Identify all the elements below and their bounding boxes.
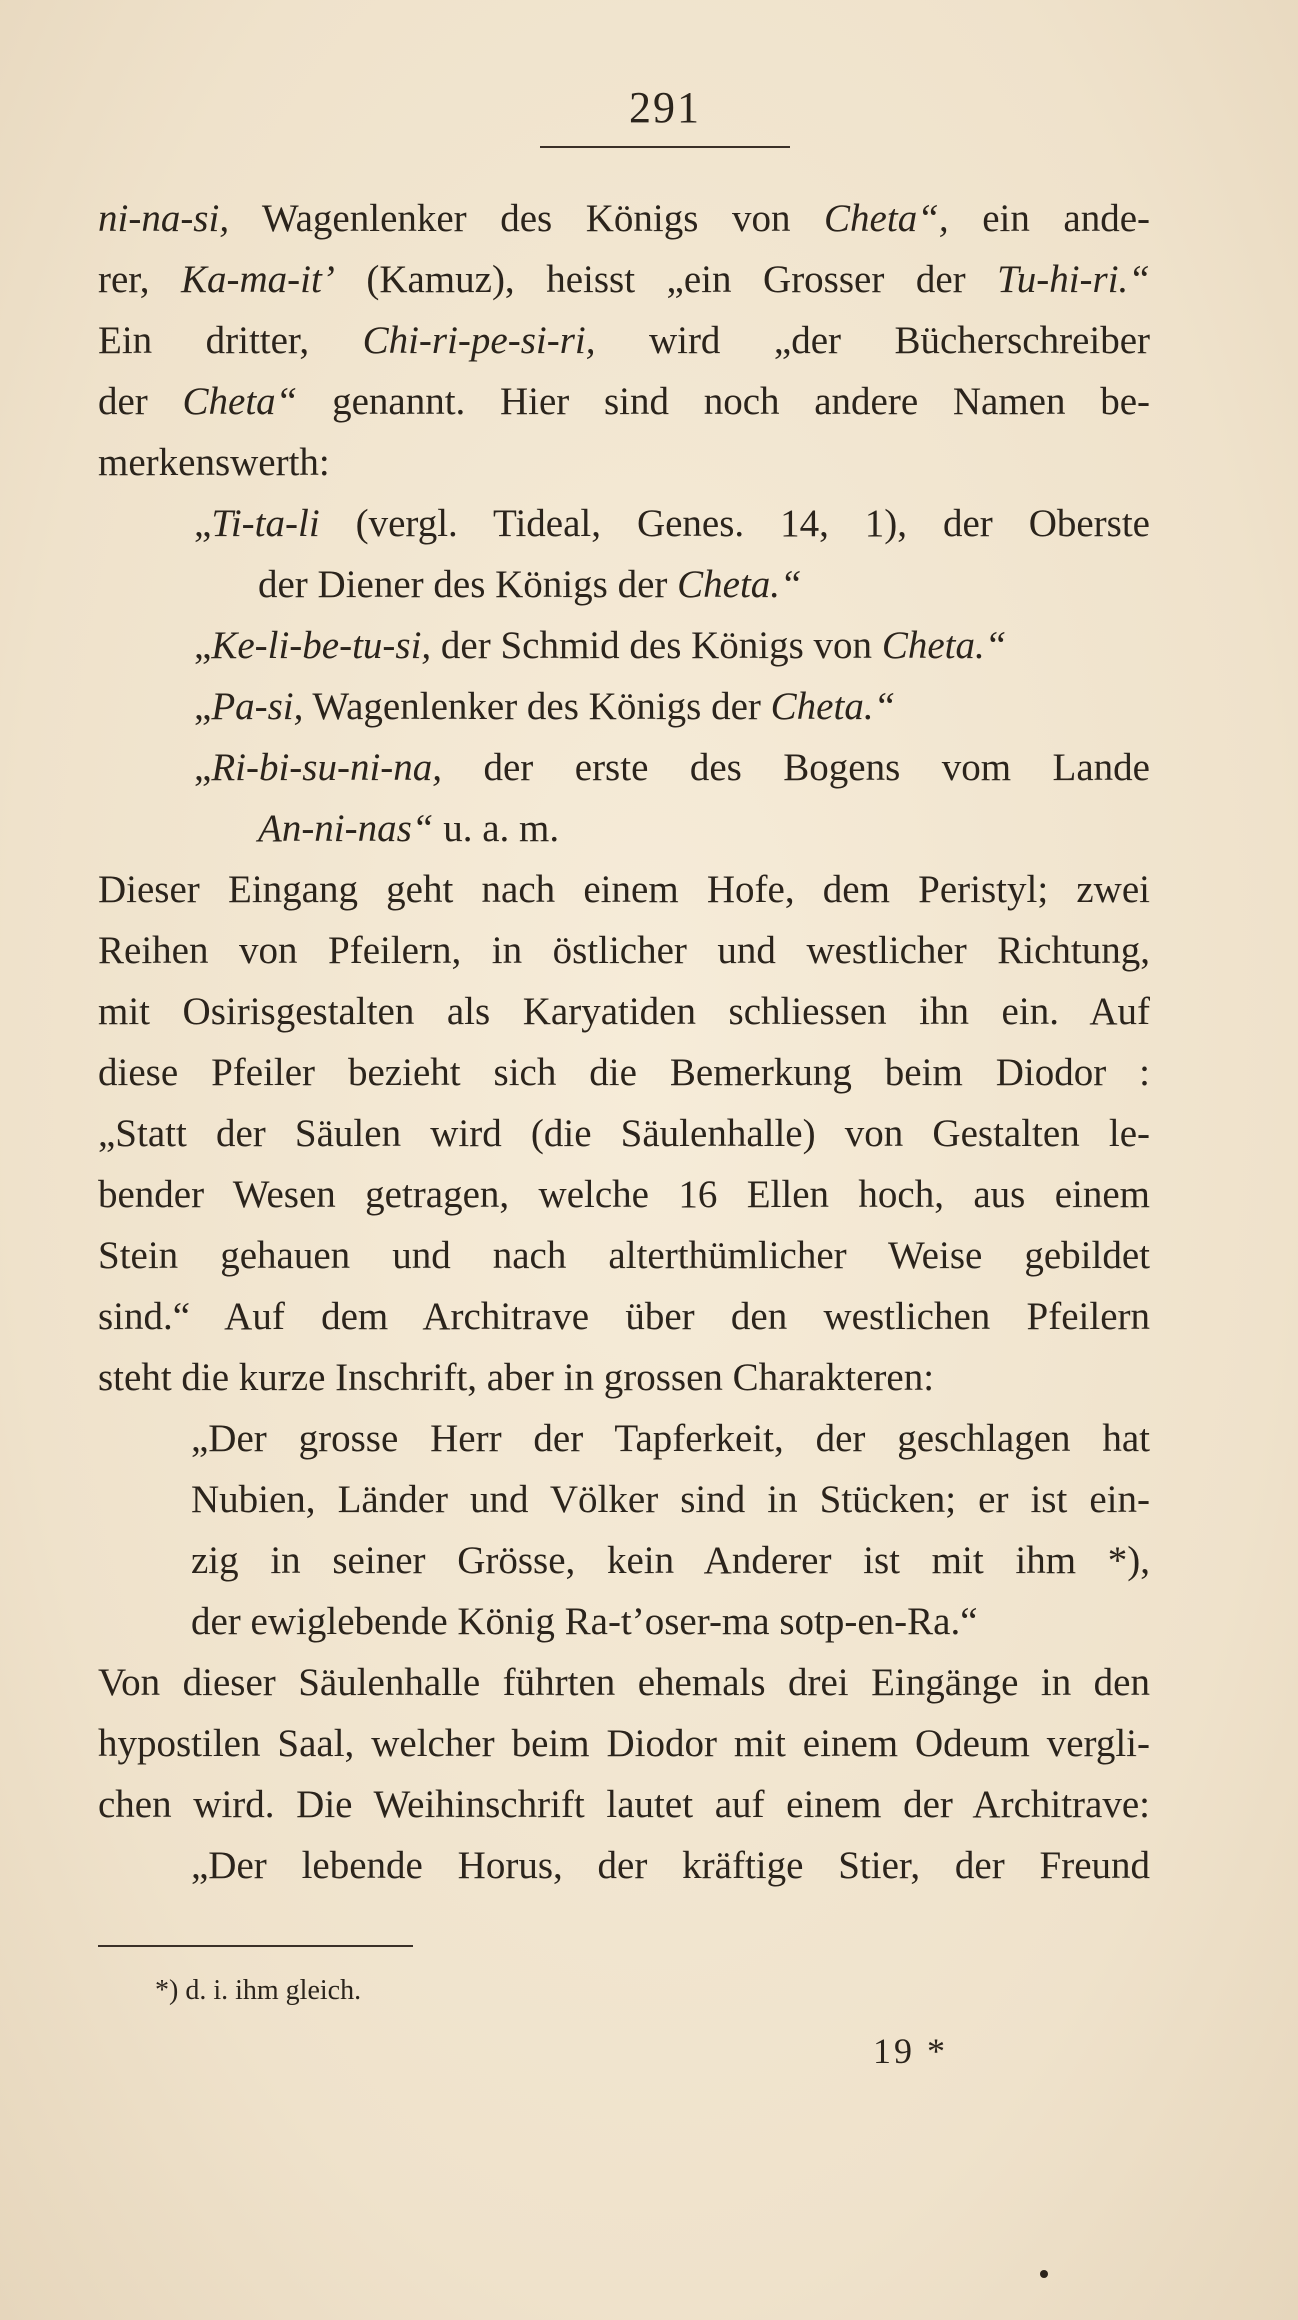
text-line [98,798,1150,859]
text-segment: „ [194,624,212,667]
italic-segment: An-ni-nas“ [258,807,434,850]
text-segment: diese Pfeiler bezieht sich die Bemerkung beim Diodor : [98,1051,1150,1094]
text-segment: Stein gehauen und nach alterthümlicher Weise gebildet [98,1234,1150,1277]
text-line [98,1347,1150,1408]
text-segment: hypostilen Saal, welcher beim Diodor mit einem Odeum vergli- [98,1722,1150,1765]
text-line [98,1408,1150,1469]
text-segment: (vergl. Tideal, Genes. 14, 1), der Oberste [319,502,1150,545]
text-line [98,981,1150,1042]
text-segment: der Schmid des Königs von [431,624,882,667]
text-line [98,1469,1150,1530]
text-line [98,859,1150,920]
italic-segment: Tu-hi-ri.“ [997,258,1150,301]
text-segment: der erste des Bogens vom Lande [442,746,1150,789]
text-line [98,1591,1150,1652]
text-segment: der Diener des Königs der [258,563,678,606]
footnote: *) d. i. ihm gleich. [155,1975,362,2006]
text-line [98,1164,1150,1225]
text-segment: Von dieser Säulenhalle führten ehemals drei Eingänge in den [98,1661,1150,1704]
text-segment: „Statt der Säulen wird (die Säulenhalle) von Gestalten le- [98,1112,1150,1155]
text-segment: Wagenlenker des Königs der [303,685,771,728]
text-segment: der [98,380,183,423]
text-segment: Wagenlenker des Königs von [229,197,825,240]
ink-speck [1040,2270,1048,2278]
text-line [98,1530,1150,1591]
italic-segment: Cheta“, [824,197,949,240]
text-line [98,920,1150,981]
italic-segment: Cheta.“ [881,624,1007,667]
text-line [98,1652,1150,1713]
text-segment: wird „der Bücherschreiber [595,319,1151,362]
text-line [98,1042,1150,1103]
text-line [98,1103,1150,1164]
text-segment: „ [194,502,212,545]
italic-segment: Ka-ma-it’ [181,258,335,301]
text-line [98,188,1150,249]
text-line [98,371,1150,432]
signature-mark: 19 * [873,2031,948,2071]
text-line [98,1713,1150,1774]
italic-segment: Cheta“ [182,380,298,423]
text-line [98,615,1150,676]
text-line [98,310,1150,371]
text-segment: Ein dritter, [98,319,363,362]
text-segment: u. a. m. [433,807,560,850]
text-segment: merkenswerth: [98,441,330,484]
italic-segment: Pa-si, [211,685,304,728]
text-segment: zig in seiner Grösse, kein Anderer ist mit ihm *), [191,1539,1150,1582]
text-segment: „Der grosse Herr der Tapferkeit, der geschlagen hat [191,1417,1150,1460]
text-line [98,1286,1150,1347]
italic-segment: ni-na-si, [98,197,230,240]
text-segment: sind.“ Auf dem Architrave über den westlichen Pfeilern [98,1295,1150,1338]
text-segment: (Kamuz), heisst „ein Grosser der [334,258,998,301]
text-line [98,432,1150,493]
page-number: 291 [629,83,701,132]
text-segment: rer, [98,258,181,301]
italic-segment: Chi-ri-pe-si-ri, [362,319,596,362]
text-line [98,1774,1150,1835]
header-rule [540,146,790,148]
text-segment: mit Osirisgestalten als Karyatiden schliessen ihn ein. Auf [98,990,1150,1033]
footnote-rule [98,1945,413,1947]
text-segment: „ [194,685,212,728]
text-line [98,493,1150,554]
text-segment: Reihen von Pfeilern, in östlicher und westlicher Richtung, [98,929,1150,972]
italic-segment: Cheta.“ [677,563,802,606]
text-line [98,1225,1150,1286]
text-line [98,676,1150,737]
body-text [98,188,1150,1896]
text-line [98,1835,1150,1896]
italic-segment: Ri-bi-su-ni-na, [211,746,443,789]
text-line [98,249,1150,310]
text-segment: steht die kurze Inschrift, aber in grossen Charakteren: [98,1356,935,1399]
text-segment: „Der lebende Horus, der kräftige Stier, der Freund [191,1844,1150,1887]
italic-segment: Ti-ta-li [211,502,320,545]
italic-segment: Cheta.“ [770,685,896,728]
text-segment: bender Wesen getragen, welche 16 Ellen hoch, aus einem [98,1173,1150,1216]
text-segment: der ewiglebende König Ra-t’oser-ma sotp-en-Ra.“ [191,1600,978,1643]
text-segment: genannt. Hier sind noch andere Namen be- [297,380,1150,423]
text-segment: Dieser Eingang geht nach einem Hofe, dem Peristyl; zwei [98,868,1150,911]
text-line [98,737,1150,798]
text-line [98,554,1150,615]
text-segment: ein ande- [948,197,1150,240]
text-segment: chen wird. Die Weihinschrift lautet auf einem der Architrave: [98,1783,1150,1826]
text-segment: Nubien, Länder und Völker sind in Stücken; er ist ein- [191,1478,1150,1521]
text-segment: „ [194,746,212,789]
italic-segment: Ke-li-be-tu-si, [211,624,432,667]
